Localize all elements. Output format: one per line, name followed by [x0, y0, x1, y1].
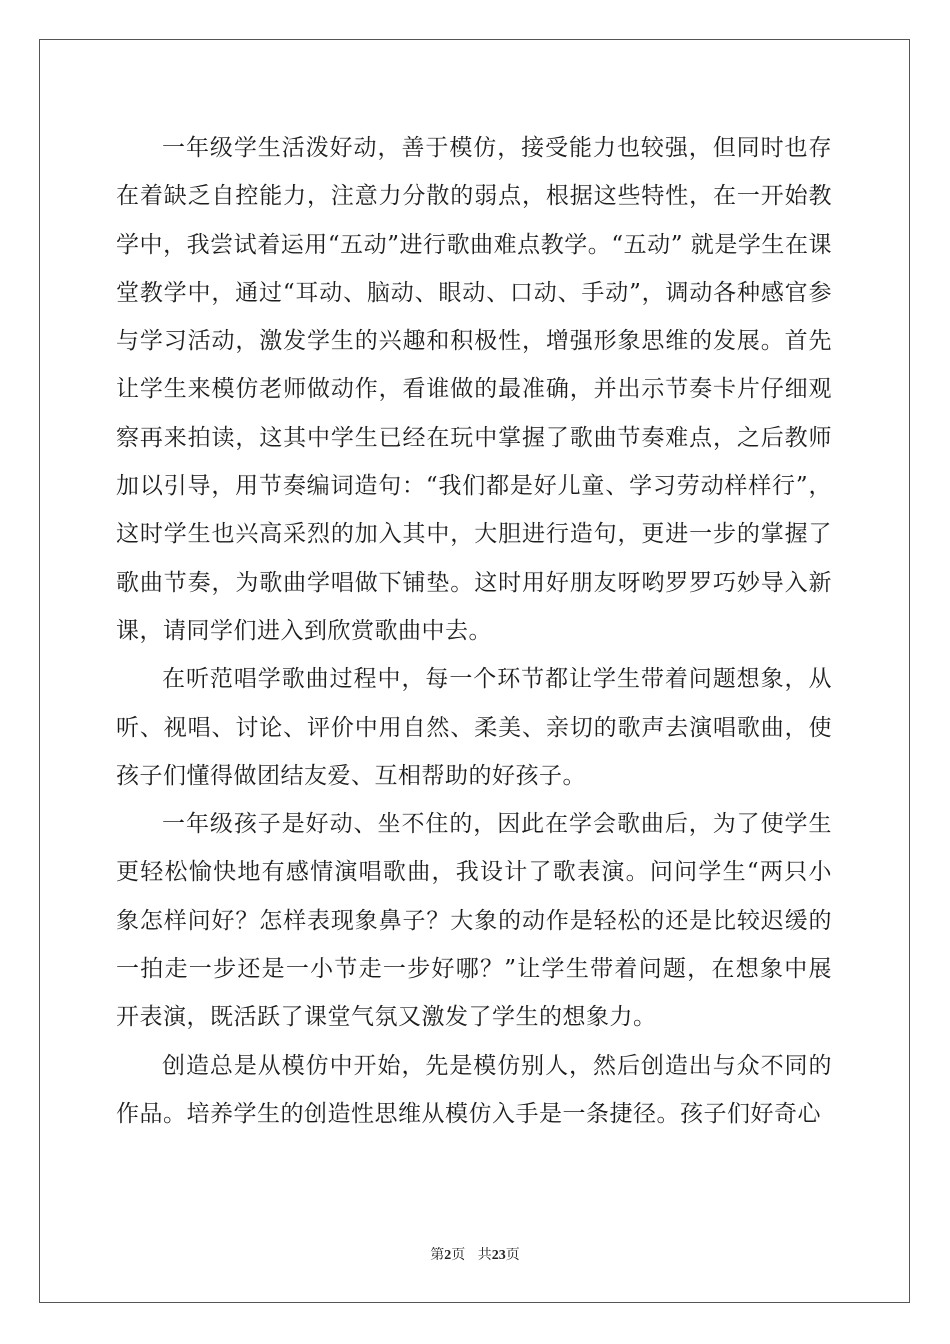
page-indicator: [430, 1247, 465, 1263]
page-footer: [0, 1244, 950, 1264]
page-number: 2: [444, 1248, 452, 1263]
total-prefix: 共: [477, 1247, 492, 1263]
total-indicator: [478, 1247, 520, 1263]
document-body: [116, 124, 832, 1138]
total-pages: 23: [491, 1248, 506, 1263]
total-suffix: 页: [505, 1247, 520, 1263]
paragraph-2: 在听范唱学歌曲过程中，每一个环节都让学生带着问题想象，从听、视唱、讨论、评价中用自然、柔美、亲切的歌声去演唱歌曲，使孩子们懂得做团结友爱、互相帮助的好孩子。: [116, 666, 832, 789]
page-suffix: 页: [451, 1247, 466, 1263]
paragraph-3: 一年级孩子是好动、坐不住的，因此在学会歌曲后，为了使学生更轻松愉快地有感情演唱歌曲，我设计了歌表演。问问学生“两只小象怎样问好？怎样表现象鼻子？大象的动作是轻松的还是比较迟缓的一拍走一步还是一小节走一步好哪？”让学生带着问题，在想象中展开表演，既活跃了课堂气氛又激发了学生的想象力。: [116, 811, 832, 1031]
paragraph-1: 一年级学生活泼好动，善于模仿，接受能力也较强，但同时也存在着缺乏自控能力，注意力分散的弱点，根据这些特性，在一开始教学中，我尝试着运用“五动”进行歌曲难点教学。“五动” 就是学生在课堂教学中，通过“耳动、脑动、眼动、口动、手动”，调动各种感官参与学习活动，激发学生的兴趣和积极性，增强形象思维的发展。首先让学生来模仿老师做动作，看谁做的最准确，并出示节奏卡片仔细观察再来拍读，这其中学生已经在玩中掌握了歌曲节奏难点，之后教师加以引导，用节奏编词造句：“我们都是好儿童、学习劳动样样行”，这时学生也兴高采烈的加入其中，大胆进行造句，更进一步的掌握了歌曲节奏，为歌曲学唱做下铺垫。这时用好朋友呀哟罗罗巧妙导入新课，请同学们进入到欣赏歌曲中去。: [116, 135, 832, 644]
page-prefix: 第: [430, 1247, 445, 1263]
paragraph-4: 创造总是从模仿中开始，先是模仿别人，然后创造出与众不同的作品。培养学生的创造性思维从模仿入手是一条捷径。孩子们好奇心: [116, 1052, 832, 1127]
